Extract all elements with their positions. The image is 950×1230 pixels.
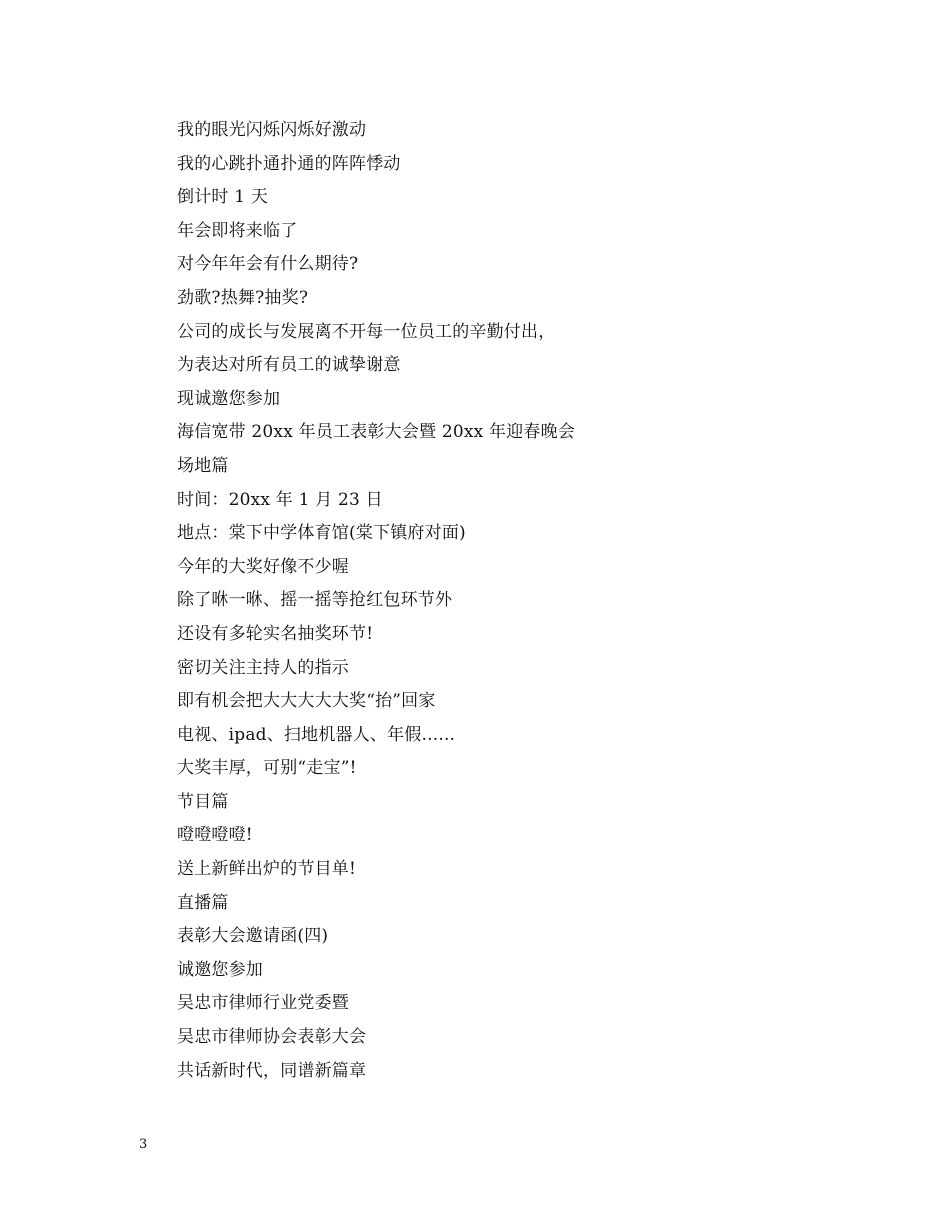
text-line: 倒计时 1 天 [177,187,269,208]
text-line: 除了咻一咻、摇一摇等抢红包环节外 [177,590,453,611]
text-line: 我的眼光闪烁闪烁好激动 [177,120,367,140]
section-heading: 场地篇 [177,455,229,476]
text-line: 为表达对所有员工的诚挚谢意 [177,355,401,376]
text-line: 表彰大会邀请函(四) [177,926,329,947]
text-line: 海信宽带 20xx 年员工表彰大会暨 20xx 年迎春晚会 [177,422,576,443]
body-text [177,117,575,1091]
text-line: 时间：20xx 年 1 月 23 日 [177,489,383,510]
text-line: 吴忠市律师行业党委暨 [177,993,349,1014]
text-line: 即有机会把大大大大大奖“抬”回家 [177,691,436,712]
text-line: 噔噔噔噔! [177,825,253,846]
page-number: 3 [139,1137,148,1152]
text-line: 大奖丰厚，可别“走宝”! [177,758,357,779]
text-line: 地点：棠下中学体育馆(棠下镇府对面) [177,523,466,544]
section-heading: 直播篇 [177,892,229,913]
text-line: 诚邀您参加 [177,959,263,980]
text-line: 送上新鲜出炉的节目单! [177,859,357,880]
text-line: 电视、ipad、扫地机器人、年假...... [177,724,456,745]
text-line: 我的心跳扑通扑通的阵阵悸动 [177,153,401,174]
text-line: 吴忠市律师协会表彰大会 [177,1027,367,1048]
text-line: 还设有多轮实名抽奖环节! [177,623,374,644]
text-line: 对今年年会有什么期待? [177,254,359,275]
section-heading: 节目篇 [177,791,229,812]
text-line: 今年的大奖好像不少喔 [177,556,349,577]
text-line: 共话新时代，同谱新篇章 [177,1060,367,1081]
text-line: 劲歌?热舞?抽奖? [177,287,309,308]
text-line: 公司的成长与发展离不开每一位员工的辛勤付出， [177,321,556,342]
text-line: 密切关注主持人的指示 [177,657,349,678]
text-line: 现诚邀您参加 [177,388,281,409]
text-line: 年会即将来临了 [177,220,298,241]
